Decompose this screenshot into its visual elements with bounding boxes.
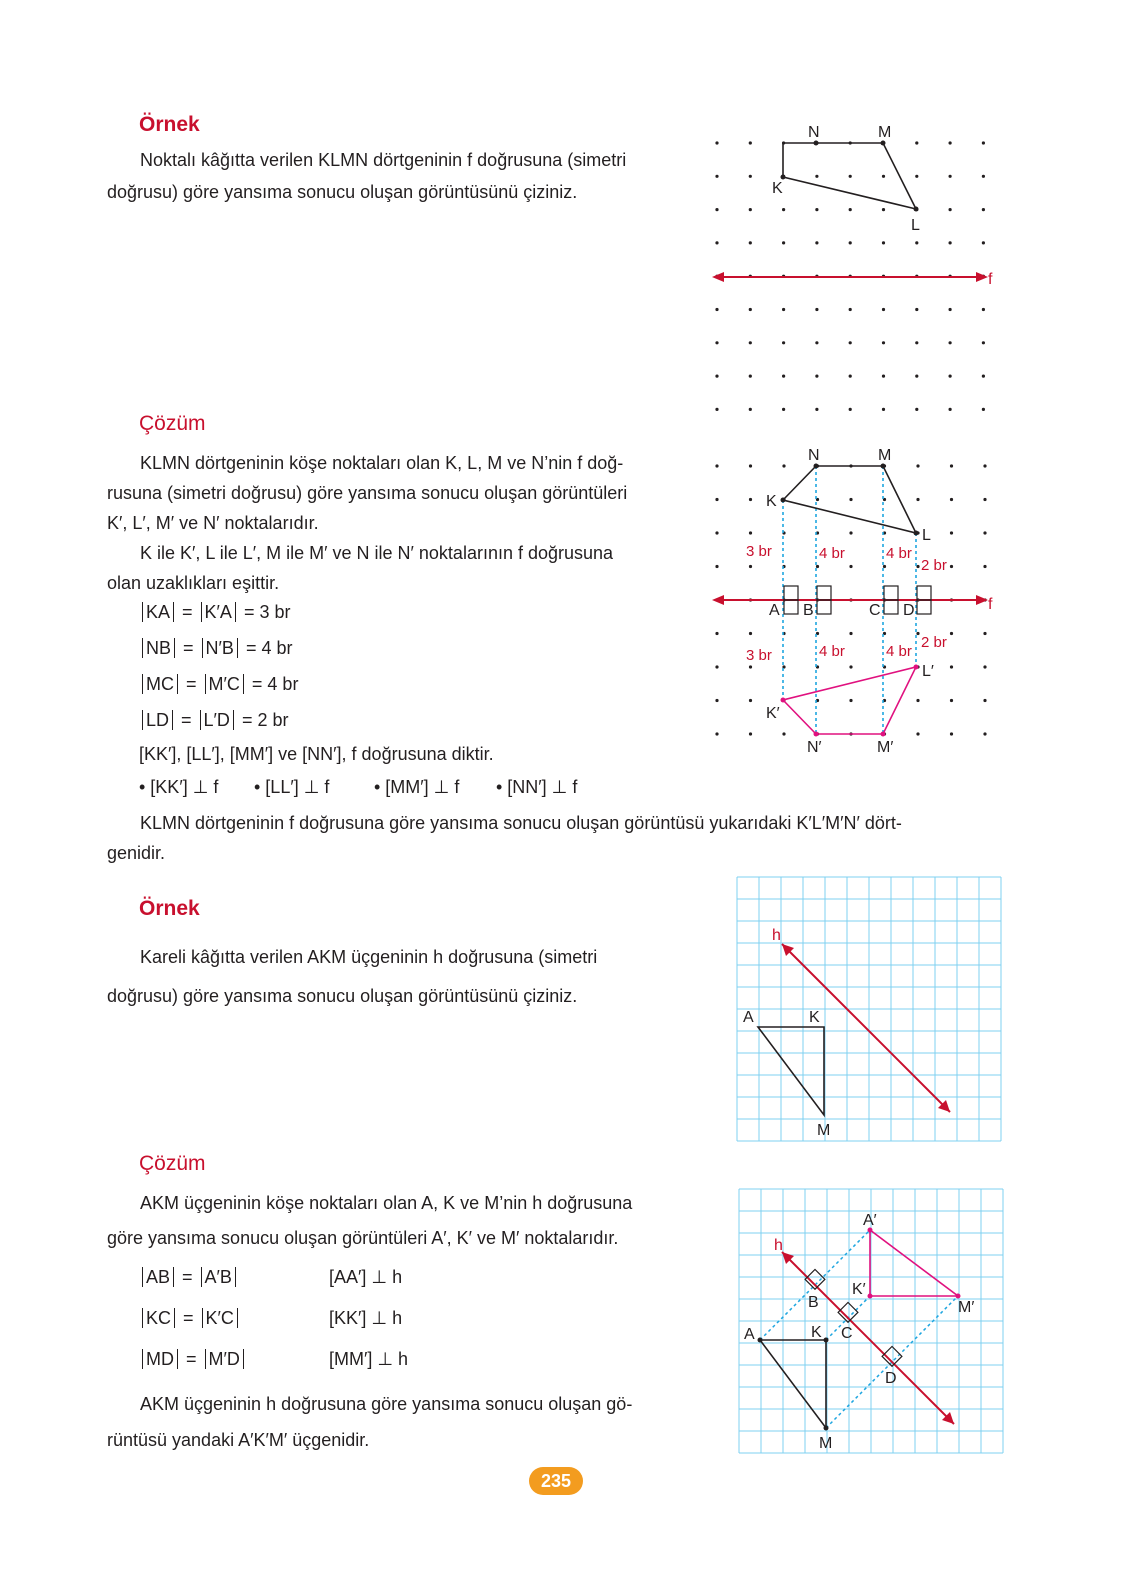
grid-dot bbox=[749, 241, 752, 244]
label-D: D bbox=[903, 602, 915, 619]
distance-L-prime-D: 2 br bbox=[921, 634, 947, 651]
grid-dot bbox=[882, 408, 885, 411]
distance-M-prime-C: 4 br bbox=[886, 643, 912, 660]
grid-dot bbox=[882, 375, 885, 378]
grid-dot bbox=[715, 408, 718, 411]
distance-MC: 4 br bbox=[886, 545, 912, 562]
example2-text: Kareli kâğıtta verilen AKM üçgeninin h doğrusuna (simetri doğrusu) göre yansıma sonucu oluşan görüntüsünü çiziniz. bbox=[107, 947, 598, 1006]
grid-dot bbox=[916, 632, 919, 635]
grid-dot bbox=[749, 175, 752, 178]
equation-MC: MC = M′C = 4 br bbox=[139, 674, 298, 695]
grid-dot bbox=[949, 375, 952, 378]
grid-dot bbox=[915, 375, 918, 378]
grid-dot bbox=[983, 498, 986, 501]
grid-dot bbox=[950, 632, 953, 635]
equation-NB: NB = N′B = 4 br bbox=[139, 638, 292, 659]
label-h: h bbox=[774, 1237, 783, 1254]
grid-dot bbox=[815, 308, 818, 311]
label-M: M bbox=[878, 124, 892, 141]
label-K: K bbox=[809, 1009, 820, 1026]
grid-dot bbox=[715, 141, 718, 144]
grid-dot bbox=[849, 665, 852, 668]
distance-N-prime-B: 4 br bbox=[819, 643, 845, 660]
grid-dot bbox=[815, 208, 818, 211]
grid-dot bbox=[815, 408, 818, 411]
label-f: f bbox=[988, 271, 993, 288]
grid-dot bbox=[749, 732, 752, 735]
label-M: M bbox=[817, 1122, 831, 1139]
grid-dot bbox=[849, 498, 852, 501]
grid-dot bbox=[749, 208, 752, 211]
grid-dot bbox=[982, 208, 985, 211]
page-number-badge: 235 bbox=[529, 1467, 583, 1495]
grid-dot bbox=[782, 732, 785, 735]
grid-dot bbox=[815, 175, 818, 178]
grid-dot bbox=[916, 565, 919, 568]
grid-dot bbox=[749, 341, 752, 344]
figure4-square-grid-solution bbox=[738, 1188, 1004, 1454]
line-h bbox=[782, 944, 950, 1112]
grid-dot bbox=[882, 175, 885, 178]
grid-dot bbox=[849, 699, 852, 702]
grid-dot bbox=[715, 175, 718, 178]
example1-text: Noktalı kâğıtta verilen KLMN dörtgeninin f doğrusuna (simetri doğrusu) göre yansıma sonucu oluşan görüntüsünü çiziniz. bbox=[107, 150, 627, 202]
grid-dot bbox=[949, 308, 952, 311]
grid-dot bbox=[983, 531, 986, 534]
grid-dot bbox=[949, 241, 952, 244]
grid-dot bbox=[715, 732, 718, 735]
grid-dot bbox=[815, 375, 818, 378]
grid-dot bbox=[915, 341, 918, 344]
grid-dot bbox=[916, 464, 919, 467]
grid-dot bbox=[982, 375, 985, 378]
grid-dot bbox=[782, 408, 785, 411]
label-B: B bbox=[803, 602, 814, 619]
grid-dot bbox=[749, 531, 752, 534]
grid-dot bbox=[815, 341, 818, 344]
grid-dot bbox=[882, 341, 885, 344]
grid-dot bbox=[749, 498, 752, 501]
grid-dot bbox=[982, 141, 985, 144]
distance-NB: 4 br bbox=[819, 545, 845, 562]
label-L-prime: L′ bbox=[922, 663, 934, 680]
grid-dot bbox=[849, 175, 852, 178]
grid-dot bbox=[916, 699, 919, 702]
label-M: M bbox=[878, 447, 892, 464]
distance-K-prime-A: 3 br bbox=[746, 647, 772, 664]
solution1-conclusion: KLMN dörtgeninin f doğrusuna göre yansıma sonucu oluşan görüntüsü yukarıdaki K′L′M′N′ dört- genidir. bbox=[107, 813, 902, 863]
grid-dot bbox=[950, 565, 953, 568]
label-A: A bbox=[743, 1009, 754, 1026]
grid-dot bbox=[715, 699, 718, 702]
figure2-dot-grid-solution bbox=[700, 440, 1020, 760]
perp-AA-prime: [AA′] ⊥ h bbox=[329, 1267, 403, 1287]
label-K: K bbox=[811, 1324, 822, 1341]
label-h: h bbox=[772, 927, 781, 944]
grid-dot bbox=[715, 208, 718, 211]
label-K-prime: K′ bbox=[766, 705, 780, 722]
grid-dot bbox=[849, 375, 852, 378]
grid-dot bbox=[815, 241, 818, 244]
example1-heading: Örnek bbox=[139, 113, 200, 136]
grid-dot bbox=[982, 308, 985, 311]
grid-dot bbox=[949, 408, 952, 411]
label-N-prime: N′ bbox=[807, 739, 822, 756]
grid-dot bbox=[715, 341, 718, 344]
grid-dot bbox=[950, 498, 953, 501]
solution1-paragraph1: KLMN dörtgeninin köşe noktaları olan K, L, M ve N’nin f doğ- rusuna (simetri doğrusu) göre yansıma sonucu oluşan görüntüleri K′, L′, M′ ve N′ noktalarıdır. bbox=[107, 453, 628, 533]
label-N: N bbox=[808, 447, 820, 464]
perp-MM-prime: [MM′] ⊥ h bbox=[329, 1349, 409, 1369]
grid-dot bbox=[949, 141, 952, 144]
grid-dot bbox=[950, 699, 953, 702]
grid-dot bbox=[983, 699, 986, 702]
grid-dot bbox=[749, 699, 752, 702]
grid-dot bbox=[816, 565, 819, 568]
grid-dot bbox=[915, 175, 918, 178]
grid-dot bbox=[749, 632, 752, 635]
grid-dot bbox=[715, 665, 718, 668]
grid-dot bbox=[715, 464, 718, 467]
triangle-AKM bbox=[760, 1340, 826, 1428]
label-M-prime: M′ bbox=[958, 1299, 975, 1316]
grid-dot bbox=[849, 531, 852, 534]
grid-dot bbox=[715, 531, 718, 534]
grid-dot bbox=[782, 208, 785, 211]
example2-heading: Örnek bbox=[139, 897, 200, 920]
equation-AB: AB = A′B bbox=[139, 1267, 239, 1288]
grid-dot bbox=[915, 308, 918, 311]
grid-dot bbox=[749, 665, 752, 668]
equation-KC: KC = K′C bbox=[139, 1308, 241, 1329]
grid-dot bbox=[782, 464, 785, 467]
perpendicular-statement: [KK′], [LL′], [MM′] ve [NN′], f doğrusuna diktir. bbox=[139, 744, 494, 764]
label-K: K bbox=[766, 493, 777, 510]
grid-dot bbox=[982, 175, 985, 178]
grid-dot bbox=[983, 632, 986, 635]
label-M: M bbox=[819, 1435, 833, 1452]
triangle-AKM bbox=[758, 1027, 824, 1115]
grid-dot bbox=[949, 175, 952, 178]
equation-MD: MD = M′D bbox=[139, 1349, 247, 1370]
grid-dot bbox=[782, 241, 785, 244]
grid-dot bbox=[782, 341, 785, 344]
grid-dot bbox=[882, 308, 885, 311]
solution1-heading: Çözüm bbox=[139, 412, 206, 435]
label-L: L bbox=[922, 527, 931, 544]
grid-dot bbox=[950, 464, 953, 467]
grid-dot bbox=[715, 565, 718, 568]
grid-dot bbox=[849, 632, 852, 635]
solution2-paragraph: AKM üçgeninin köşe noktaları olan A, K ve M’nin h doğrusuna göre yansıma sonucu oluşan görüntüleri A′, K′ ve M′ noktalarıdır. bbox=[107, 1193, 633, 1248]
label-A: A bbox=[744, 1326, 755, 1343]
grid-dot bbox=[849, 241, 852, 244]
line-h bbox=[782, 1252, 954, 1424]
grid-dot bbox=[983, 565, 986, 568]
grid-dot bbox=[950, 732, 953, 735]
grid-dot bbox=[749, 141, 752, 144]
grid-dot bbox=[949, 208, 952, 211]
grid-dot bbox=[749, 464, 752, 467]
label-M-prime: M′ bbox=[877, 739, 894, 756]
triangle-image bbox=[870, 1230, 958, 1296]
grid-dot bbox=[915, 408, 918, 411]
grid-dot bbox=[949, 341, 952, 344]
label-f: f bbox=[988, 596, 993, 613]
label-L: L bbox=[911, 217, 920, 234]
label-K: K bbox=[772, 180, 783, 197]
equation-LD: LD = L′D = 2 br bbox=[139, 710, 288, 731]
grid-dot bbox=[849, 308, 852, 311]
grid-dot bbox=[882, 241, 885, 244]
solution1-paragraph2: K ile K′, L ile L′, M ile M′ ve N ile N′ noktalarının f doğrusuna olan uzaklıkları eşittir. bbox=[107, 543, 614, 593]
perpendicular-bullets: • [KK′] ⊥ f • [LL′] ⊥ f • [MM′] ⊥ f • [NN′] ⊥ f bbox=[139, 777, 578, 797]
grid-dot bbox=[782, 308, 785, 311]
figure3-square-grid bbox=[736, 876, 1002, 1142]
grid-dot bbox=[715, 308, 718, 311]
label-K-prime: K′ bbox=[852, 1281, 866, 1298]
label-B: B bbox=[808, 1294, 819, 1311]
grid-dot bbox=[715, 375, 718, 378]
label-C: C bbox=[869, 602, 881, 619]
grid-dot bbox=[983, 732, 986, 735]
grid-dot bbox=[982, 408, 985, 411]
grid-dot bbox=[749, 375, 752, 378]
grid-dot bbox=[916, 732, 919, 735]
grid-dot bbox=[715, 241, 718, 244]
perp-KK-prime: [KK′] ⊥ h bbox=[329, 1308, 403, 1328]
grid-dot bbox=[950, 665, 953, 668]
distance-KA: 3 br bbox=[746, 543, 772, 560]
grid-dot bbox=[849, 408, 852, 411]
solution2-conclusion: AKM üçgeninin h doğrusuna göre yansıma sonucu oluşan gö- rüntüsü yandaki A′K′M′ üçgenidir. bbox=[107, 1394, 633, 1450]
solution2-heading: Çözüm bbox=[139, 1152, 206, 1175]
distance-LD: 2 br bbox=[921, 557, 947, 574]
label-D: D bbox=[885, 1370, 897, 1387]
label-A: A bbox=[769, 602, 780, 619]
grid-dot bbox=[849, 565, 852, 568]
equation-KA: KA = K′A = 3 br bbox=[139, 602, 290, 623]
grid-dot bbox=[715, 498, 718, 501]
grid-dot bbox=[915, 141, 918, 144]
grid-dot bbox=[983, 464, 986, 467]
label-A-prime: A′ bbox=[863, 1212, 877, 1229]
grid-dot bbox=[883, 565, 886, 568]
label-C: C bbox=[841, 1325, 853, 1342]
grid-dot bbox=[715, 632, 718, 635]
grid-dot bbox=[749, 565, 752, 568]
grid-dot bbox=[915, 241, 918, 244]
grid-dot bbox=[982, 341, 985, 344]
grid-lines bbox=[737, 877, 1001, 1141]
figure1-dot-grid bbox=[700, 120, 1010, 420]
grid-dot bbox=[916, 498, 919, 501]
grid-dot bbox=[782, 375, 785, 378]
grid-dot bbox=[950, 531, 953, 534]
grid-dot bbox=[749, 308, 752, 311]
grid-dot bbox=[882, 208, 885, 211]
grid-dot bbox=[749, 408, 752, 411]
label-N: N bbox=[808, 124, 820, 141]
grid-dot bbox=[982, 241, 985, 244]
grid-dot bbox=[849, 341, 852, 344]
grid-dot bbox=[983, 665, 986, 668]
grid-dot bbox=[849, 208, 852, 211]
